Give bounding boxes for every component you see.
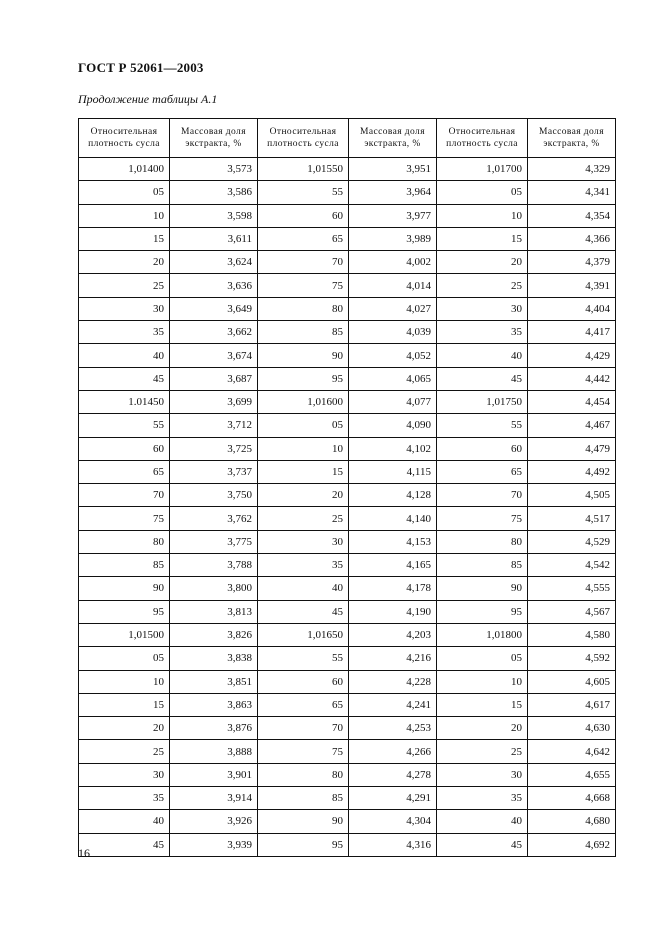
- extract-cell: 3,939: [170, 833, 258, 856]
- extract-cell: 4,542: [528, 554, 616, 577]
- density-cell: 95: [437, 600, 528, 623]
- header-density-1: Относительная плотность сусла: [79, 119, 170, 158]
- table-row: [79, 740, 616, 763]
- header-density-2: Относительная плотность сусла: [258, 119, 349, 158]
- density-cell: 05: [437, 647, 528, 670]
- table-row: [79, 297, 616, 320]
- extract-cell: 3,977: [349, 204, 437, 227]
- extract-cell: 4,090: [349, 414, 437, 437]
- density-cell: 25: [437, 274, 528, 297]
- table-row: [79, 647, 616, 670]
- extract-cell: 4,304: [349, 810, 437, 833]
- density-cell: 65: [258, 693, 349, 716]
- density-cell: 70: [79, 484, 170, 507]
- extract-cell: 4,278: [349, 763, 437, 786]
- table-row: [79, 787, 616, 810]
- extract-cell: 3,964: [349, 181, 437, 204]
- table-body: [79, 158, 616, 857]
- density-cell: 80: [437, 530, 528, 553]
- density-cell: 30: [79, 297, 170, 320]
- table-row: [79, 833, 616, 856]
- density-cell: 15: [79, 693, 170, 716]
- extract-cell: 4,039: [349, 321, 437, 344]
- density-cell: 90: [258, 810, 349, 833]
- table-row: [79, 530, 616, 553]
- density-cell: 25: [79, 740, 170, 763]
- density-cell: 10: [79, 204, 170, 227]
- density-cell: 05: [437, 181, 528, 204]
- density-cell: 1,01700: [437, 158, 528, 181]
- density-cell: 1,01800: [437, 623, 528, 646]
- density-cell: 95: [79, 600, 170, 623]
- table-row: [79, 810, 616, 833]
- density-cell: 55: [258, 647, 349, 670]
- extract-cell: 3,636: [170, 274, 258, 297]
- extract-cell: 4,027: [349, 297, 437, 320]
- density-cell: 40: [437, 810, 528, 833]
- table-row: [79, 623, 616, 646]
- density-cell: 05: [258, 414, 349, 437]
- density-cell: 75: [437, 507, 528, 530]
- extract-cell: 4,692: [528, 833, 616, 856]
- density-cell: 25: [79, 274, 170, 297]
- density-cell: 20: [437, 251, 528, 274]
- table-row: [79, 437, 616, 460]
- density-cell: 45: [79, 833, 170, 856]
- density-cell: 35: [79, 321, 170, 344]
- density-cell: 15: [79, 227, 170, 250]
- density-cell: 40: [79, 344, 170, 367]
- extract-cell: 3,674: [170, 344, 258, 367]
- density-cell: 70: [437, 484, 528, 507]
- extract-cell: 4,417: [528, 321, 616, 344]
- extract-cell: 3,750: [170, 484, 258, 507]
- extract-cell: 3,762: [170, 507, 258, 530]
- extract-cell: 4,391: [528, 274, 616, 297]
- extract-cell: 4,329: [528, 158, 616, 181]
- density-cell: 30: [258, 530, 349, 553]
- extract-cell: 3,838: [170, 647, 258, 670]
- extract-cell: 4,529: [528, 530, 616, 553]
- density-cell: 75: [258, 274, 349, 297]
- density-cell: 70: [258, 251, 349, 274]
- extract-cell: 4,316: [349, 833, 437, 856]
- table-row: [79, 460, 616, 483]
- density-cell: 60: [79, 437, 170, 460]
- table-row: [79, 227, 616, 250]
- density-cell: 65: [258, 227, 349, 250]
- density-cell: 1.01450: [79, 390, 170, 413]
- extract-cell: 4,555: [528, 577, 616, 600]
- density-cell: 10: [79, 670, 170, 693]
- extract-cell: 3,737: [170, 460, 258, 483]
- table-row: [79, 507, 616, 530]
- extract-cell: 4,580: [528, 623, 616, 646]
- extract-cell: 3,611: [170, 227, 258, 250]
- table-header: [79, 119, 616, 158]
- extract-cell: 4,467: [528, 414, 616, 437]
- density-cell: 45: [437, 833, 528, 856]
- extract-cell: 4,203: [349, 623, 437, 646]
- density-cell: 05: [79, 647, 170, 670]
- extract-cell: 3,989: [349, 227, 437, 250]
- table-row: [79, 204, 616, 227]
- extract-cell: 3,901: [170, 763, 258, 786]
- extract-cell: 4,354: [528, 204, 616, 227]
- header-row: [79, 119, 616, 158]
- density-cell: 75: [258, 740, 349, 763]
- density-cell: 60: [258, 204, 349, 227]
- density-cell: 30: [437, 297, 528, 320]
- density-cell: 1,01400: [79, 158, 170, 181]
- density-cell: 55: [437, 414, 528, 437]
- table-row: [79, 763, 616, 786]
- density-cell: 90: [258, 344, 349, 367]
- table-row: [79, 693, 616, 716]
- extract-cell: 4,592: [528, 647, 616, 670]
- density-cell: 15: [258, 460, 349, 483]
- extract-cell: 3,586: [170, 181, 258, 204]
- extract-cell: 4,341: [528, 181, 616, 204]
- table-row: [79, 414, 616, 437]
- table-row: [79, 600, 616, 623]
- extract-cell: 3,914: [170, 787, 258, 810]
- density-cell: 45: [437, 367, 528, 390]
- table-row: [79, 251, 616, 274]
- density-cell: 80: [258, 763, 349, 786]
- density-cell: 85: [79, 554, 170, 577]
- density-cell: 1,01550: [258, 158, 349, 181]
- extract-cell: 3,863: [170, 693, 258, 716]
- extract-cell: 4,617: [528, 693, 616, 716]
- density-cell: 40: [79, 810, 170, 833]
- extract-cell: 4,379: [528, 251, 616, 274]
- density-cell: 55: [258, 181, 349, 204]
- density-cell: 10: [437, 670, 528, 693]
- extract-cell: 3,725: [170, 437, 258, 460]
- extract-cell: 4,442: [528, 367, 616, 390]
- table-row: [79, 484, 616, 507]
- extract-cell: 4,140: [349, 507, 437, 530]
- density-cell: 45: [79, 367, 170, 390]
- density-cell: 80: [79, 530, 170, 553]
- extract-cell: 3,687: [170, 367, 258, 390]
- density-cell: 45: [258, 600, 349, 623]
- density-cell: 1,01600: [258, 390, 349, 413]
- density-cell: 70: [258, 717, 349, 740]
- density-cell: 85: [258, 321, 349, 344]
- extract-cell: 4,241: [349, 693, 437, 716]
- extract-cell: 4,680: [528, 810, 616, 833]
- table-row: [79, 158, 616, 181]
- extract-cell: 3,712: [170, 414, 258, 437]
- density-cell: 85: [258, 787, 349, 810]
- extract-cell: 3,926: [170, 810, 258, 833]
- density-cell: 60: [437, 437, 528, 460]
- density-cell: 30: [79, 763, 170, 786]
- extract-cell: 4,153: [349, 530, 437, 553]
- table-row: [79, 321, 616, 344]
- density-cell: 90: [79, 577, 170, 600]
- extract-cell: 3,788: [170, 554, 258, 577]
- density-cell: 35: [258, 554, 349, 577]
- density-cell: 75: [79, 507, 170, 530]
- extract-cell: 4,366: [528, 227, 616, 250]
- header-extract-3: Массовая доля экстракта, %: [528, 119, 616, 158]
- extract-cell: 4,253: [349, 717, 437, 740]
- density-cell: 25: [258, 507, 349, 530]
- extract-cell: 3,699: [170, 390, 258, 413]
- document-title: ГОСТ Р 52061—2003: [78, 60, 204, 75]
- table-row: [79, 670, 616, 693]
- density-cell: 10: [437, 204, 528, 227]
- extract-cell: 4,077: [349, 390, 437, 413]
- extract-cell: 4,228: [349, 670, 437, 693]
- density-cell: 65: [437, 460, 528, 483]
- density-cell: 05: [79, 181, 170, 204]
- table-row: [79, 577, 616, 600]
- density-cell: 95: [258, 367, 349, 390]
- extract-cell: 4,655: [528, 763, 616, 786]
- extract-cell: 3,775: [170, 530, 258, 553]
- density-extract-table: [78, 118, 616, 857]
- extract-cell: 4,115: [349, 460, 437, 483]
- extract-cell: 4,216: [349, 647, 437, 670]
- extract-cell: 3,826: [170, 623, 258, 646]
- extract-cell: 3,876: [170, 717, 258, 740]
- extract-cell: 4,642: [528, 740, 616, 763]
- extract-cell: 4,291: [349, 787, 437, 810]
- table-row: [79, 390, 616, 413]
- extract-cell: 3,800: [170, 577, 258, 600]
- extract-cell: 4,630: [528, 717, 616, 740]
- density-cell: 25: [437, 740, 528, 763]
- density-cell: 15: [437, 227, 528, 250]
- density-cell: 15: [437, 693, 528, 716]
- table-row: [79, 344, 616, 367]
- table-row: [79, 717, 616, 740]
- extract-cell: 4,492: [528, 460, 616, 483]
- density-cell: 65: [79, 460, 170, 483]
- extract-cell: 4,668: [528, 787, 616, 810]
- extract-cell: 3,598: [170, 204, 258, 227]
- header-extract-1: Массовая доля экстракта, %: [170, 119, 258, 158]
- density-cell: 35: [437, 787, 528, 810]
- density-cell: 1,01500: [79, 623, 170, 646]
- extract-cell: 3,888: [170, 740, 258, 763]
- extract-cell: 3,951: [349, 158, 437, 181]
- density-cell: 1,01750: [437, 390, 528, 413]
- density-cell: 20: [258, 484, 349, 507]
- header-extract-2: Массовая доля экстракта, %: [349, 119, 437, 158]
- extract-cell: 3,662: [170, 321, 258, 344]
- density-cell: 95: [258, 833, 349, 856]
- table-row: [79, 554, 616, 577]
- density-cell: 55: [79, 414, 170, 437]
- density-cell: 90: [437, 577, 528, 600]
- extract-cell: 4,014: [349, 274, 437, 297]
- table-row: [79, 181, 616, 204]
- extract-cell: 4,178: [349, 577, 437, 600]
- density-cell: 80: [258, 297, 349, 320]
- extract-cell: 4,102: [349, 437, 437, 460]
- extract-cell: 3,624: [170, 251, 258, 274]
- header-density-3: Относительная плотность сусла: [437, 119, 528, 158]
- density-cell: 40: [258, 577, 349, 600]
- table-row: [79, 274, 616, 297]
- extract-cell: 4,517: [528, 507, 616, 530]
- extract-cell: 3,813: [170, 600, 258, 623]
- density-cell: 60: [258, 670, 349, 693]
- extract-cell: 3,649: [170, 297, 258, 320]
- density-cell: 20: [437, 717, 528, 740]
- extract-cell: 4,165: [349, 554, 437, 577]
- density-cell: 1,01650: [258, 623, 349, 646]
- density-cell: 20: [79, 251, 170, 274]
- extract-cell: 4,266: [349, 740, 437, 763]
- extract-cell: 4,065: [349, 367, 437, 390]
- extract-cell: 4,454: [528, 390, 616, 413]
- extract-cell: 4,567: [528, 600, 616, 623]
- extract-cell: 4,052: [349, 344, 437, 367]
- density-cell: 40: [437, 344, 528, 367]
- table-caption: Продолжение таблицы А.1: [78, 92, 218, 106]
- extract-cell: 4,190: [349, 600, 437, 623]
- extract-cell: 3,851: [170, 670, 258, 693]
- page-number: 16: [78, 846, 90, 860]
- density-cell: 20: [79, 717, 170, 740]
- density-cell: 85: [437, 554, 528, 577]
- extract-cell: 4,128: [349, 484, 437, 507]
- extract-cell: 3,573: [170, 158, 258, 181]
- density-cell: 35: [437, 321, 528, 344]
- density-cell: 10: [258, 437, 349, 460]
- extract-cell: 4,002: [349, 251, 437, 274]
- extract-cell: 4,505: [528, 484, 616, 507]
- extract-cell: 4,429: [528, 344, 616, 367]
- density-cell: 35: [79, 787, 170, 810]
- extract-cell: 4,404: [528, 297, 616, 320]
- density-cell: 30: [437, 763, 528, 786]
- extract-cell: 4,479: [528, 437, 616, 460]
- table-row: [79, 367, 616, 390]
- extract-cell: 4,605: [528, 670, 616, 693]
